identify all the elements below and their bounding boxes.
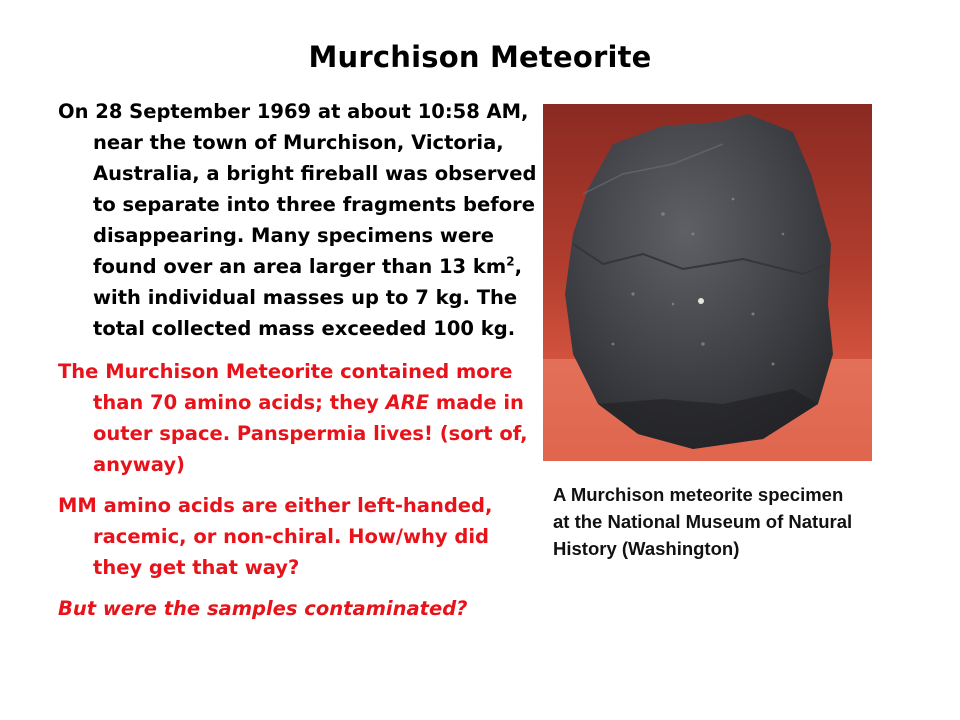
superscript-two: 2 <box>506 254 515 269</box>
slide-body <box>58 96 540 636</box>
slide-title: Murchison Meteorite <box>308 40 652 74</box>
intro-text-2: , with individual masses up to 7 kg. The total collected mass exceeded 100 kg. <box>93 255 522 340</box>
amino-acids-text-1: The Murchison Meteorite contained more than 70 amino acids; they <box>58 360 513 414</box>
intro-text-1: On 28 September 1969 at about 10:58 AM, near the town of Murchison, Victoria, Australia, a bright fireball was observed to separate into three fragments before disappearing. Many specimens were found over an area larger than 13 km <box>58 100 537 278</box>
meteorite-illustration <box>543 104 872 461</box>
image-caption: A Murchison meteorite specimen at the National Museum of Natural History (Washington) <box>553 484 853 559</box>
amino-acids-point <box>58 356 540 480</box>
chirality-point: MM amino acids are either left-handed, racemic, or non-chiral. How/why did they get that way? <box>58 494 493 579</box>
amino-acids-text-2: made in outer space. Panspermia lives! (sort of, anyway) <box>93 391 528 476</box>
meteorite-photo <box>543 104 872 461</box>
intro-paragraph <box>58 96 540 344</box>
amino-acids-emphasis: ARE <box>385 391 430 414</box>
contamination-point: But were the samples contaminated? <box>58 597 468 620</box>
